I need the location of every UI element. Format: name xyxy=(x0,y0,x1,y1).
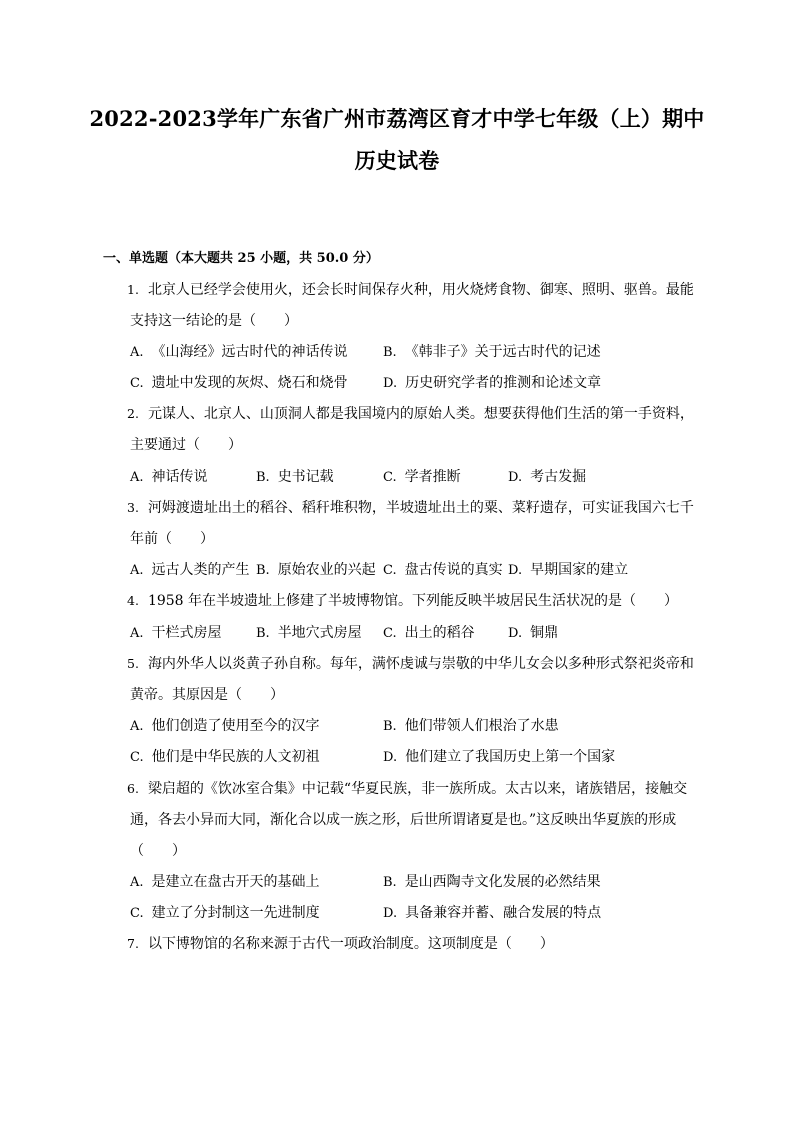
question-3-number: 3. xyxy=(127,500,139,515)
question-1-line-2: 支持这一结论的是（ ） xyxy=(130,313,298,329)
question-6-option-c[interactable]: C. 建立了分封制这一先进制度 xyxy=(130,905,320,921)
question-6-number: 6. xyxy=(127,781,139,796)
question-6-line-3: （ ） xyxy=(130,843,186,859)
question-5-line-2: 黄帝。其原因是（ ） xyxy=(130,687,284,703)
question-4-option-d[interactable]: D. 铜鼎 xyxy=(508,625,559,641)
question-2-line-2: 主要通过（ ） xyxy=(130,437,242,453)
question-1-line-1 xyxy=(127,281,694,299)
question-3-text: 河姆渡遗址出土的稻谷、稻秆堆积物，半坡遗址出土的粟、菜籽遗存，可实证我国六七千 xyxy=(147,500,694,516)
question-6-option-b[interactable]: B. 是山西陶寺文化发展的必然结果 xyxy=(383,874,601,890)
question-1-text: 北京人已经学会使用火，还会长时间保存火种，用火烧烤食物、御寒、照明、驱兽。最能 xyxy=(147,282,694,298)
question-2-number: 2. xyxy=(127,406,139,421)
question-5-number: 5. xyxy=(127,656,139,671)
question-2-option-d[interactable]: D. 考古发掘 xyxy=(508,469,587,485)
question-4-option-c[interactable]: C. 出土的稻谷 xyxy=(383,625,475,641)
question-1-option-b[interactable]: B. 《韩非子》关于远古时代的记述 xyxy=(383,344,601,360)
question-1-option-a[interactable]: A. 《山海经》远古时代的神话传说 xyxy=(130,344,348,360)
question-2-option-b[interactable]: B. 史书记载 xyxy=(256,469,334,485)
exam-title-line2: 历史试卷 xyxy=(354,148,440,173)
question-3-line-2: 年前（ ） xyxy=(130,531,214,547)
question-5-option-c[interactable]: C. 他们是中华民族的人文初祖 xyxy=(130,749,320,765)
exam-title-line1: 2022-2023学年广东省广州市荔湾区育才中学七年级（上）期中 xyxy=(89,106,705,131)
question-7-number: 7. xyxy=(127,936,139,951)
question-2-option-c[interactable]: C. 学者推断 xyxy=(383,469,461,485)
question-4-text: 1958 年在半坡遗址上修建了半坡博物馆。下列能反映半坡居民生活状况的是（ ） xyxy=(147,593,679,609)
question-6-text: 梁启超的《饮冰室合集》中记载“华夏民族，非一族所成。太古以来，诸族错居，接触交 xyxy=(147,781,688,797)
question-5-option-d[interactable]: D. 他们建立了我国历史上第一个国家 xyxy=(383,749,616,765)
question-5-option-a[interactable]: A. 他们创造了使用至今的汉字 xyxy=(130,718,320,734)
question-2-text: 元谋人、北京人、山顶洞人都是我国境内的原始人类。想要获得他们生活的第一手资料， xyxy=(147,406,694,422)
question-4-option-b[interactable]: B. 半地穴式房屋 xyxy=(256,625,362,641)
question-4-line-1 xyxy=(127,592,678,610)
question-2-option-a[interactable]: A. 神话传说 xyxy=(130,469,208,485)
question-2-line-1 xyxy=(127,405,694,423)
question-6-option-d[interactable]: D. 具备兼容并蓄、融合发展的特点 xyxy=(383,905,602,921)
question-3-option-a[interactable]: A. 远古人类的产生 xyxy=(130,562,250,578)
question-3-option-c[interactable]: C. 盘古传说的真实 xyxy=(383,562,503,578)
question-7-text: 以下博物馆的名称来源于古代一项政治制度。这项制度是（ ） xyxy=(147,936,554,952)
question-6-line-1 xyxy=(127,780,687,798)
question-3-option-b[interactable]: B. 原始农业的兴起 xyxy=(256,562,376,578)
question-3-option-d[interactable]: D. 早期国家的建立 xyxy=(508,562,629,578)
question-3-line-1 xyxy=(127,499,694,517)
question-6-line-2: 通，各去小异而大同，渐化合以成一族之形，后世所谓诸夏是也。”这反映出华夏族的形成 xyxy=(130,812,677,828)
question-5-option-b[interactable]: B. 他们带领人们根治了水患 xyxy=(383,718,559,734)
question-7-line-1 xyxy=(127,935,554,953)
question-1-option-c[interactable]: C. 遗址中发现的灰烬、烧石和烧骨 xyxy=(130,375,348,391)
question-4-option-a[interactable]: A. 干栏式房屋 xyxy=(130,625,222,641)
question-5-text: 海内外华人以炎黄子孙自称。每年，满怀虔诚与崇敬的中华儿女会以多种形式祭祀炎帝和 xyxy=(147,656,694,672)
question-1-number: 1. xyxy=(127,282,139,297)
question-1-option-d[interactable]: D. 历史研究学者的推测和论述文章 xyxy=(383,375,602,391)
question-4-number: 4. xyxy=(127,593,139,608)
section-heading: 一、单选题（本大题共 25 小题，共 50.0 分） xyxy=(103,251,379,266)
question-5-line-1 xyxy=(127,655,694,673)
question-6-option-a[interactable]: A. 是建立在盘古开天的基础上 xyxy=(130,874,320,890)
